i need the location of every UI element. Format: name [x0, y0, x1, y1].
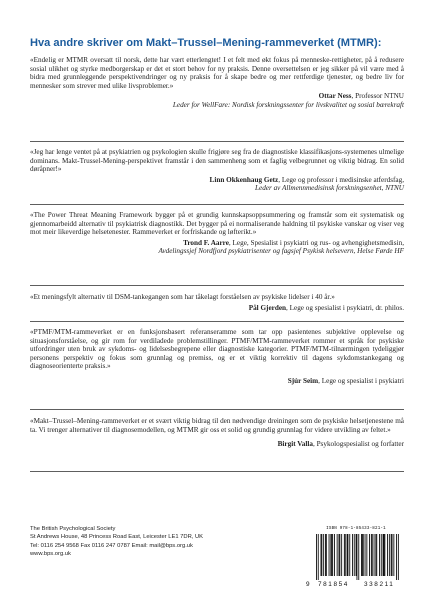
barcode-bar [358, 534, 359, 580]
quote-author-role: Avdelingssjef Nordfjord psykiatrisenter og fagsjef Psykisk helsevern, Helse Førde HF [158, 247, 404, 256]
quote-author-role: Leder for WellFare: Nordisk forskningssenter for livskvalitet og sosial bærekraft [172, 100, 404, 109]
barcode-bar [375, 534, 376, 576]
barcode-bar [379, 534, 380, 576]
quote-author-title: , Lege og spesialist i psykiatri, dr. philos. [286, 303, 404, 312]
quote-author: Sjúr Seim [287, 376, 319, 385]
barcode-bar [387, 534, 388, 576]
barcode-bar [323, 534, 324, 576]
divider [30, 471, 404, 472]
quote-author-title: , Lege, Spesialist i psykiatri og rus- og avhengighetsmedisin, [228, 238, 404, 247]
divider [30, 141, 404, 142]
barcode-image [306, 534, 404, 580]
barcode-bar [337, 534, 338, 576]
barcode-bar [363, 534, 364, 576]
barcode-bar [330, 534, 331, 576]
quote-block [30, 211, 404, 256]
barcode-bar [392, 534, 393, 576]
quote-attribution [30, 440, 404, 449]
barcode-bar [361, 534, 362, 576]
barcode-bar [356, 534, 357, 576]
quote-author-role: Leder av Allmennmedisinsk forskningsenhet, NTNU [255, 184, 404, 193]
barcode-bar [384, 534, 385, 576]
barcode-bar [389, 534, 390, 576]
barcode-bar [349, 534, 350, 576]
barcode-bar [334, 534, 335, 576]
quote-block [30, 328, 404, 385]
barcode-bar [339, 534, 340, 576]
quote-attribution [30, 176, 404, 185]
barcode-digit-prefix: 9 [306, 581, 310, 588]
publisher-info [30, 525, 280, 559]
quote-author-title: , Psykologspesialist og forfatter [312, 440, 404, 449]
quote-block [30, 56, 404, 109]
quote-author-title: , Professor NTNU [351, 92, 404, 101]
barcode-bar [393, 534, 394, 576]
barcode-bar [369, 534, 370, 576]
barcode-bar [354, 534, 355, 576]
barcode-bar [396, 534, 397, 580]
quote-text: «Endelig er MTMR oversatt til norsk, dette har vært etterlengtet! I et felt med økt fokus på menneske-rettigheter, på å redusere sosial ulikhet og styrke medborgerskap er det et stort behov for ny praksis. Denne oversettelsen er jeg sikker på vil være med å bidra med grunnleggende perspektivendringer og ny praksis for å skape bedre og mer rettferdige tjenester, og bedre liv for mennesker som strever med ulike livsproblemer.» [30, 56, 404, 90]
barcode-bar [329, 534, 330, 576]
barcode-bar [344, 534, 345, 576]
barcode-bar [374, 534, 375, 576]
quote-author: Linn Okkenhaug Getz [209, 175, 279, 184]
barcode-bar [321, 534, 322, 576]
divider [30, 285, 404, 286]
barcode-bar [345, 534, 346, 576]
quote-attribution [30, 377, 404, 386]
quote-author-title: , Lege og spesialist i psykiatri [318, 376, 404, 385]
barcode-bar [371, 534, 372, 576]
quote-author: Pål Gjerden [248, 303, 287, 312]
quote-block [30, 417, 404, 449]
quote-author-title: , Lege og professor i medisinske atferdsfag, [278, 175, 404, 184]
quote-author: Birgit Valla [277, 440, 313, 449]
quote-text: «Jeg har lenge ventet på at psykiatrien og psykologien skulle frigjøre seg fra de diagnostiske klassifikasjons-systemenes ulmelige dominans. Makt-Trussel-Mening-perspektivet framstår i den sammenheng som et faglig velbegrunnet og viktig bidrag. En solid døråpner!» [30, 148, 404, 174]
barcode-bar [348, 534, 349, 576]
barcode-bar [332, 534, 333, 576]
barcode-bar [384, 534, 385, 576]
page-heading: Hva andre skriver om Makt–Trussel–Mening-rammeverket (MTMR): [30, 37, 382, 49]
barcode-bar [347, 534, 348, 576]
barcode-bar [376, 534, 377, 576]
barcode-bar [362, 534, 363, 576]
divider [30, 204, 404, 205]
divider [30, 409, 404, 410]
barcode-bar [321, 534, 322, 576]
barcode-bar [398, 534, 399, 580]
publisher-address: St Andrews House, 48 Princess Road East, Leicester LE1 7DR, UK [30, 534, 204, 541]
barcode-bar [316, 534, 317, 580]
barcode-bar [341, 534, 342, 576]
quote-attribution [30, 304, 404, 313]
barcode-bar [357, 534, 358, 580]
publisher-website: www.bps.org.uk [30, 551, 71, 558]
barcode-bar [381, 534, 382, 576]
barcode-bar [365, 534, 366, 576]
quote-text: «The Power Threat Meaning Framework bygger på et grundig kunnskapsoppsummering og framstår som eit systematisk og gjennomarbeidd alternativ til psykiatrisk diagnostikk. Det bygger på ei normaliserande haldning til psykiske vanskar og viser veg mot meir likeverdige helsetenester. Rammeverket er forfriskande og løfterikt.» [30, 211, 404, 237]
quote-attribution [30, 239, 404, 248]
isbn-label: ISBN 978-1-85433-821-1 [326, 527, 386, 531]
quote-block [30, 293, 404, 312]
publisher-contact: Tel: 0116 254 9568 Fax 0116 247 0787 Email: mail@bps.org.uk [30, 542, 193, 549]
barcode-bar [331, 534, 332, 576]
barcode-digits-left: 781854 [318, 581, 349, 588]
quote-author: Ottar Ness [318, 92, 352, 101]
quote-text: «PTMF/MTM-rammeverket er en funksjonsbasert referanseramme som tar opp pasientenes subjektive opplevelse og situasjonsforståelse, og gir rom for verdiladede problemstillinger. PTMF/MTM-rammeverket rommer et språk for psykiske utfordringer uten bruk av sykdoms- og lidelsesbegrepene eller diagnostiske kategorier. PTMF/MTM-tilnærmingen tydeliggjør personens perspektiv og fokus som grunnlag og premiss, og er et viktig korrektiv til dagens sykdomstankegang og diagnoseorienterte praksis.» [30, 328, 404, 371]
quote-block [30, 148, 404, 193]
barcode-digits-right: 338211 [364, 581, 395, 588]
quote-attribution [30, 92, 404, 101]
barcode-bar [366, 534, 367, 576]
quote-text: «Makt–Trussel–Mening-rammeverket er et svært viktig bidrag til den nødvendige dreiningen som de psykiske helsetjenestene må ta. Vi trenger alternativer til diagnosemodellen, og MTMR gir oss et solid og grundig grunnlag for videre utvikling av feltet.» [30, 417, 404, 434]
barcode-bar [325, 534, 326, 576]
barcode-bar [339, 534, 340, 576]
quote-author: Trond F. Aarre [183, 238, 229, 247]
barcode-bar [383, 534, 384, 576]
barcode-bar [326, 534, 327, 576]
quote-text: «Et meningsfylt alternativ til DSM-tankegangen som har tåkelagt forståelsen av psykiske lidelser i 40 år.» [30, 293, 335, 301]
barcode-bar [352, 534, 353, 576]
barcode-bar [318, 534, 319, 580]
barcode-bar [391, 534, 392, 576]
barcode-bar [372, 534, 373, 576]
divider [30, 321, 404, 322]
publisher-name: The British Psychological Society [30, 526, 116, 532]
